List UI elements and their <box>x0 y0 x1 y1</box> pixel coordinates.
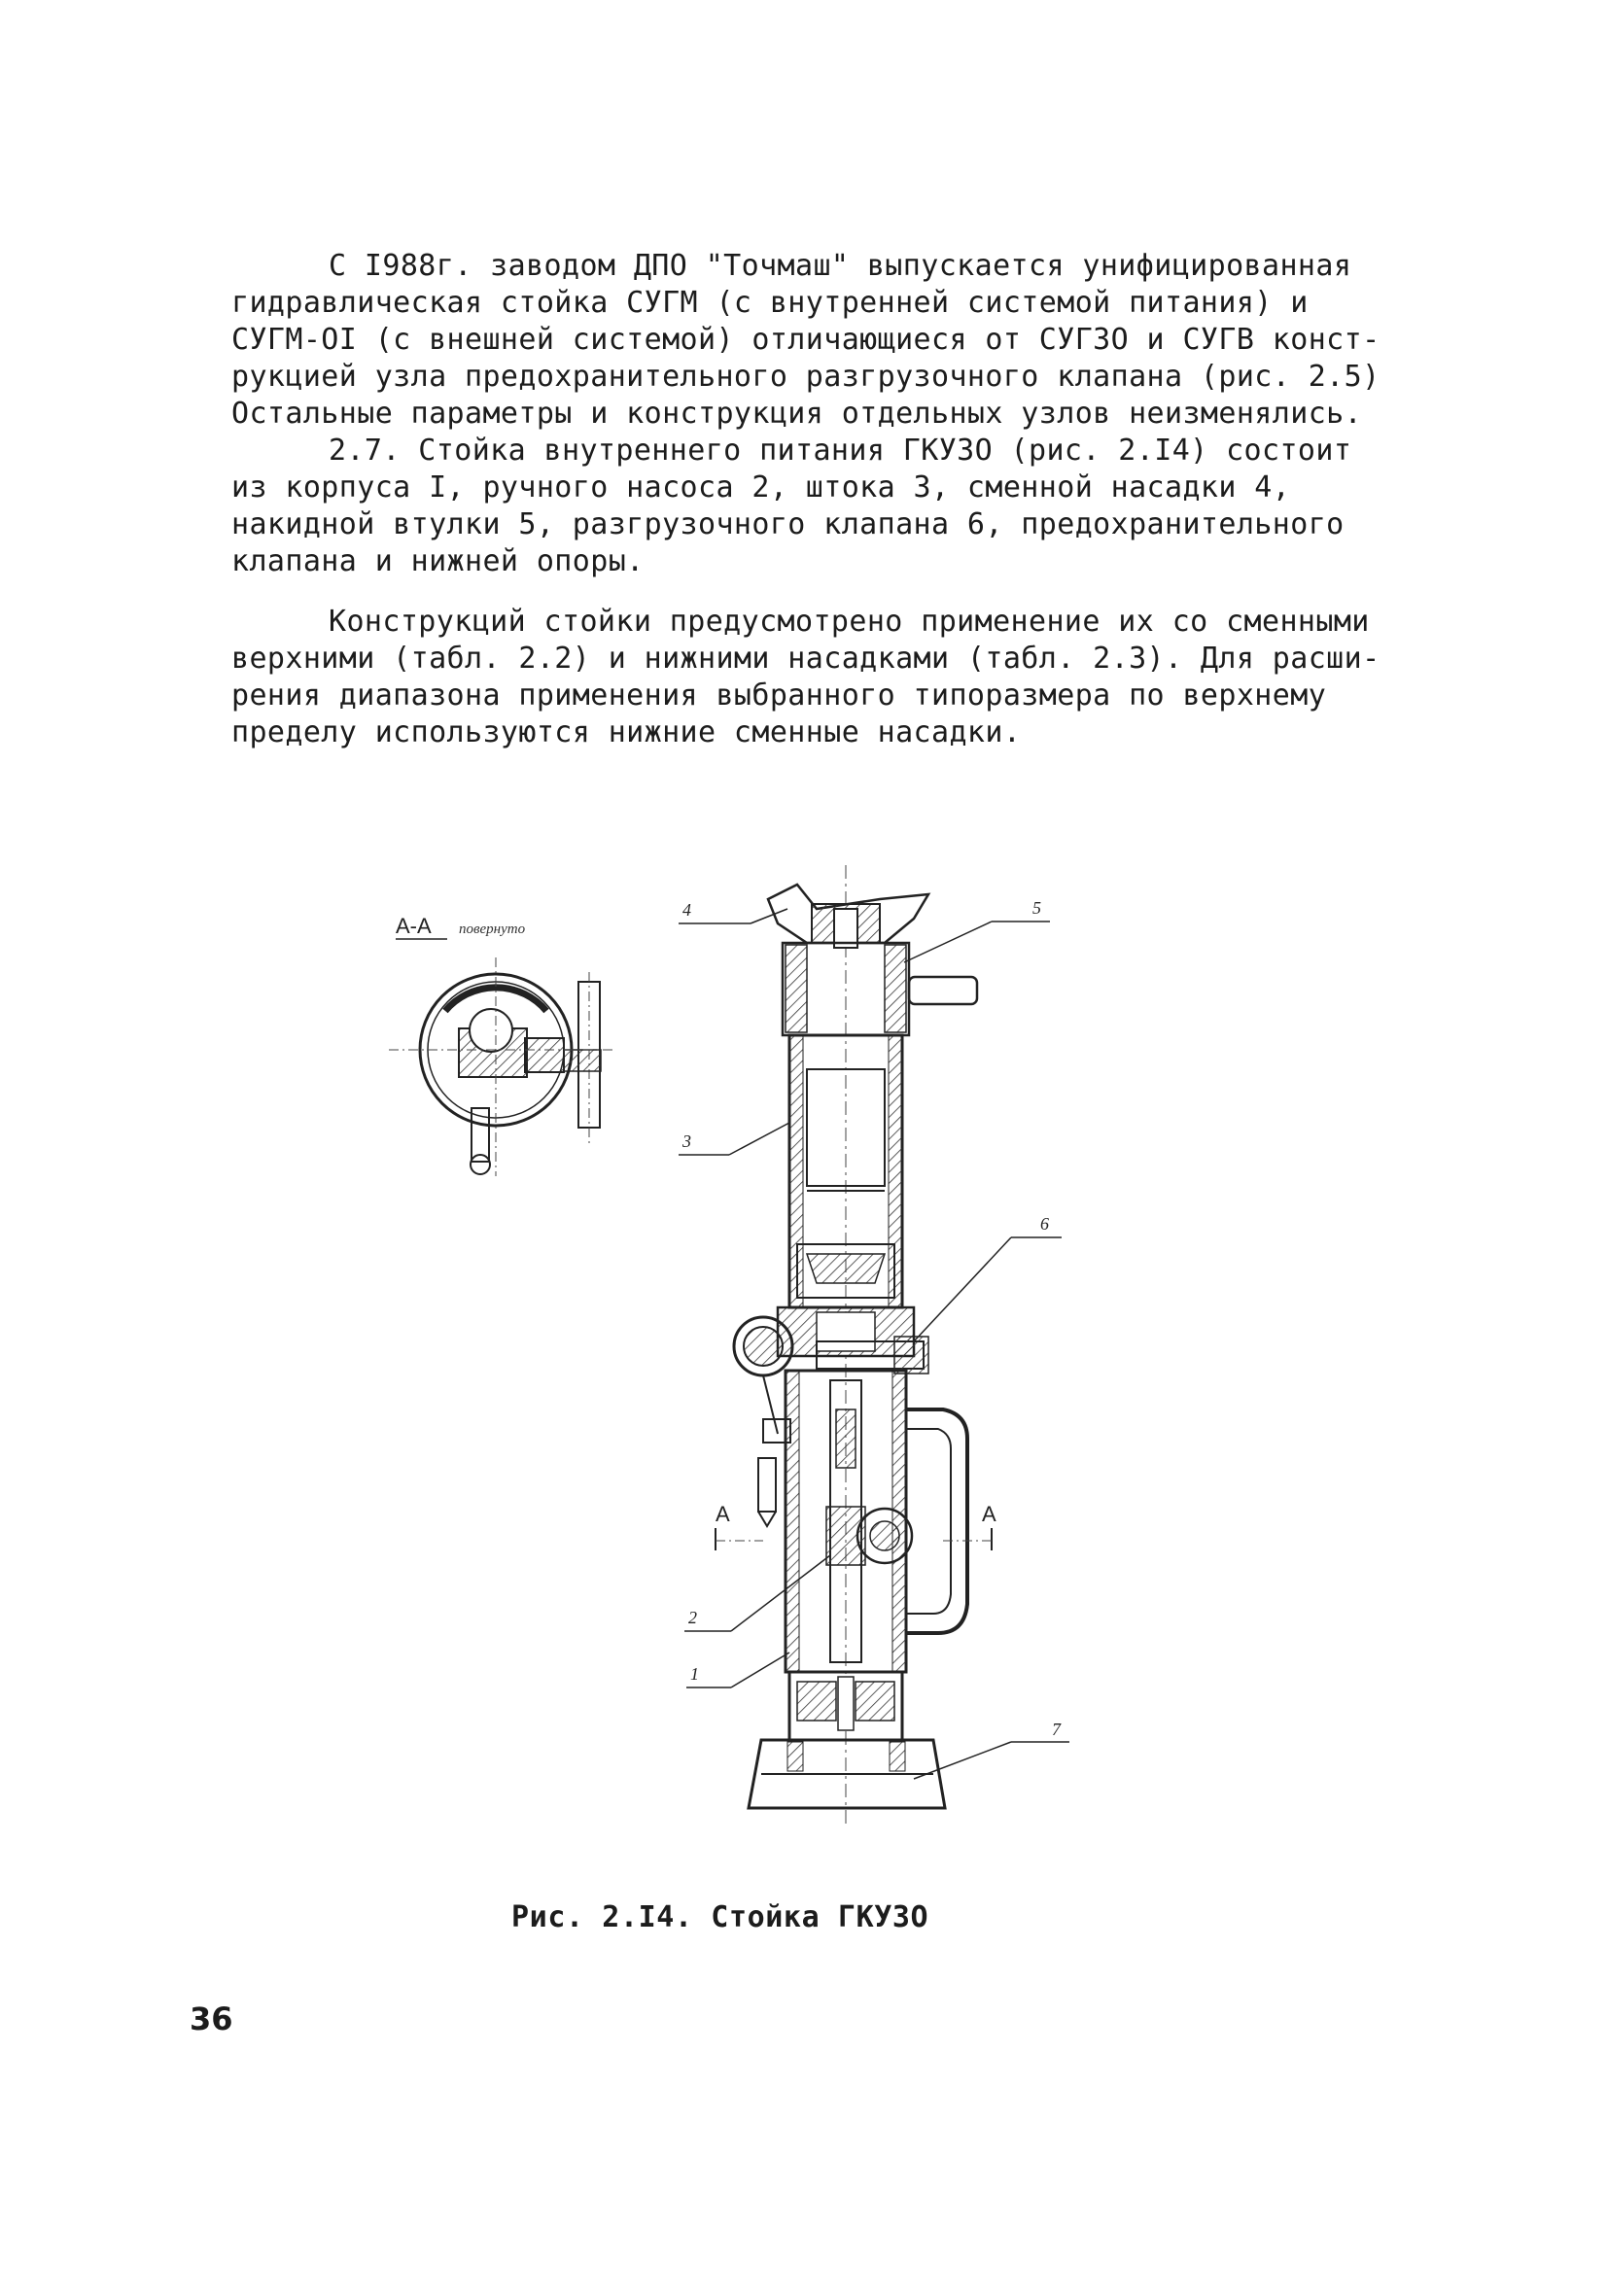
body-text <box>231 248 1398 751</box>
section-view-a-a <box>389 914 612 1176</box>
text-line: Остальные параметры и конструкция отдельных узлов неизменялись. <box>231 397 1363 431</box>
text-line: Конструкций стойки предусмотрено применение их со сменными <box>329 605 1370 639</box>
part-label-4: 4 <box>682 900 691 920</box>
section-mark-right: А <box>982 1502 996 1526</box>
text-line: пределу используются нижние сменные насадки. <box>231 715 1022 749</box>
text-line: 2.7. Стойка внутреннего питания ГКУ3О (рис. 2.I4) состоит <box>329 434 1352 468</box>
section-view-note: повернуто <box>459 922 526 937</box>
text-line: из корпуса I, ручного насоса 2, штока 3, сменной насадки 4, <box>231 470 1291 504</box>
text-line: клапана и нижней опоры. <box>231 544 645 578</box>
section-view-title: А-А <box>396 914 432 938</box>
part-label-1: 1 <box>690 1664 699 1684</box>
part-label-5: 5 <box>1032 898 1041 918</box>
page-number: 36 <box>190 2000 233 2037</box>
part-label-2: 2 <box>688 1608 697 1627</box>
text-line: гидравлическая стойка СУГМ (с внутренней системой питания) и <box>231 286 1309 320</box>
part-label-6: 6 <box>1040 1214 1049 1234</box>
technical-drawing <box>369 855 1108 1847</box>
text-line: С I988г. заводом ДПО "Точмаш" выпускается унифицированная <box>329 249 1352 283</box>
part-label-3: 3 <box>682 1131 691 1151</box>
part-label-7: 7 <box>1052 1720 1061 1739</box>
text-line: накидной втулки 5, разгрузочного клапана 6, предохранительного <box>231 507 1345 541</box>
section-mark-left: А <box>716 1502 730 1526</box>
text-line: рения диапазона применения выбранного типоразмера по верхнему <box>231 678 1327 713</box>
text-line: верхними (табл. 2.2) и нижними насадками (табл. 2.3). Для расши- <box>231 642 1380 676</box>
text-line: СУГМ-ОI (с внешней системой) отличающиеся от СУГ3О и СУГВ конст- <box>231 323 1380 357</box>
text-line: рукцией узла предохранительного разгрузочного клапана (рис. 2.5) <box>231 360 1380 394</box>
figure-caption: Рис. 2.I4. Стойка ГКУ3О <box>511 1900 929 1934</box>
stand-main-view <box>716 865 996 1827</box>
